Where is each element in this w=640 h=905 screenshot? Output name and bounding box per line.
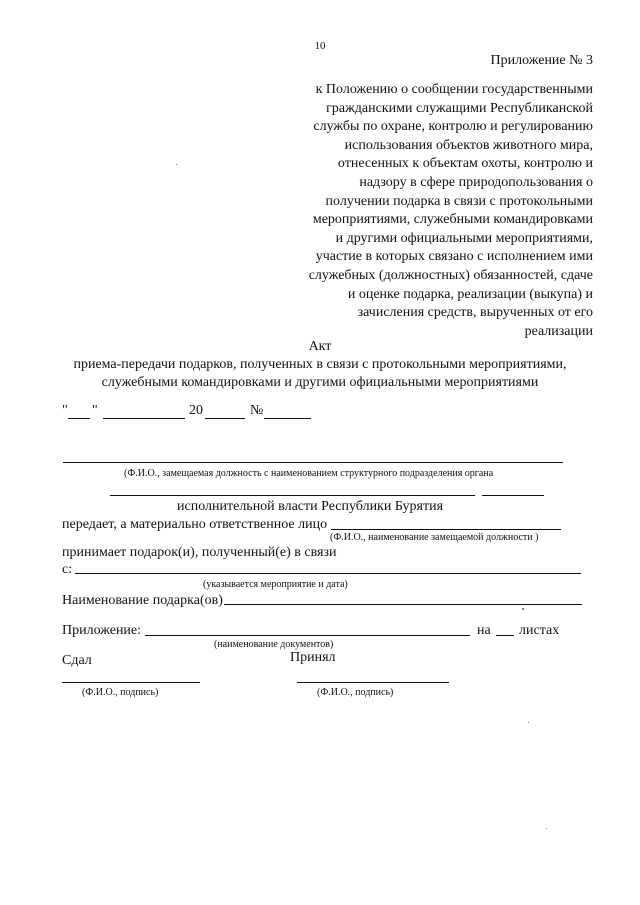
receiver-fio-blank[interactable] [331,529,561,530]
intro-line: участие в которых связано с исполнением ими [315,249,593,265]
sheets-label: листах [519,623,560,638]
intro-line: и другими официальными мероприятиями, [335,230,593,246]
year-prefix: 20 [189,403,203,418]
intro-line: получении подарка в связи с протокольными [325,193,593,209]
sheet-count-blank[interactable] [496,635,514,636]
date-quote-open: " [62,403,68,418]
date-quote-close: " [92,403,98,418]
intro-line: мероприятиями, служебными командировками [312,212,593,228]
transferrer-org-blank[interactable] [110,495,475,496]
attachment-label: Приложение: [62,623,142,638]
transfers-text: передает, а материально ответственное лицо [62,517,328,532]
on-label: на [477,623,491,638]
act-heading: Акт [308,339,332,354]
documents-hint: (наименование документов) [214,639,334,650]
received-signature-blank[interactable] [297,682,449,683]
appendix-label: Приложение № 3 [490,53,593,68]
act-title [0,338,640,392]
intro-line: надзору в сфере природопользования о [359,174,593,190]
signature-hint-left: (Ф.И.О., подпись) [82,687,159,698]
act-subtitle-line: приема-передачи подарков, полученных в связи с протокольными мероприятиями, [73,357,567,372]
event-blank[interactable] [75,573,581,574]
page-number: 10 [314,40,326,52]
fio-position-hint-2: (Ф.И.О., наименование замещаемой должности ) [330,532,539,543]
intro-line: использования объектов животного мира, [344,137,593,153]
act-number-blank[interactable] [264,418,311,419]
speck [176,164,177,165]
intro-line: служебных (должностных) обязанностей, сдаче [308,267,593,283]
fio-position-hint: (Ф.И.О., замещаемая должность с наименованием структурного подразделения органа [124,468,494,479]
with-label: с: [62,562,73,577]
year-blank[interactable] [205,418,245,419]
gift-name-blank[interactable] [224,604,582,605]
act-subtitle-line: служебными командировками и другими официальными мероприятиями [101,375,539,390]
transferrer-fio-blank[interactable] [63,462,563,463]
intro-line: реализации [524,323,593,339]
event-hint: (указывается мероприятие и дата) [203,579,348,590]
intro-line: гражданскими служащими Республиканской [326,100,593,116]
speck [528,722,529,723]
day-blank[interactable] [68,418,90,419]
received-label: Принял [290,650,336,665]
signature-hint-right: (Ф.И.О., подпись) [317,687,394,698]
intro-line: к Положению о сообщении государственными [315,82,593,97]
number-sign: № [250,403,264,418]
transferrer-org-blank-2[interactable] [482,495,544,496]
intro-line: зачисления средств, вырученных от его [357,305,593,321]
handed-signature-blank[interactable] [62,682,200,683]
accepts-text: принимает подарок(и), полученный(е) в связи [62,545,337,560]
month-blank[interactable] [103,418,185,419]
attachment-documents-blank[interactable] [145,635,470,636]
intro-line: и оценке подарка, реализации (выкупа) и [347,286,593,302]
gift-name-label: Наименование подарка(ов) [62,593,223,608]
appendix-reference [273,81,593,341]
handed-label: Сдал [62,653,92,668]
speck [546,828,547,829]
intro-line: отнесенных к объектам охоты, контролю и [337,156,593,172]
speck [522,608,524,610]
executive-power-text: исполнительной власти Республики Бурятия [177,499,444,514]
intro-line: службы по охране, контролю и регулированию [313,119,593,135]
